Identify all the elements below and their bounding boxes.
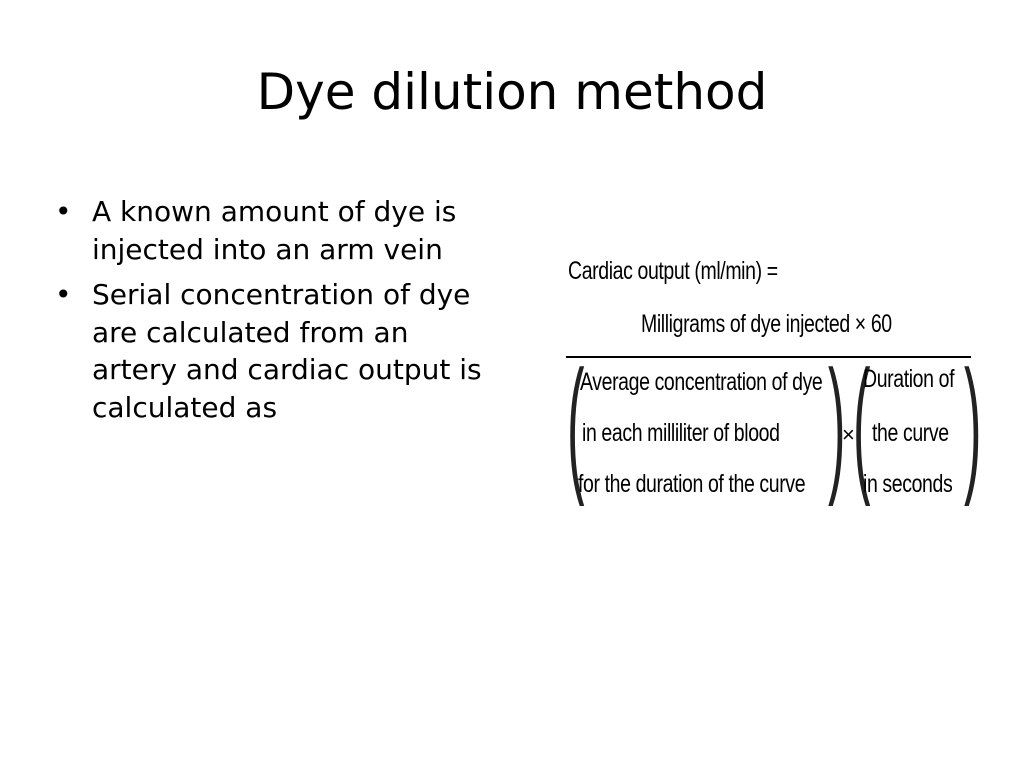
left-paren-icon: (	[567, 339, 585, 507]
bullet-item	[55, 193, 495, 268]
multiply-sign: ×	[842, 422, 855, 447]
denominator-right-line-3: in seconds	[863, 470, 953, 498]
denominator-left-line-1: Average concentration of dye	[580, 368, 823, 396]
fraction-bar	[566, 356, 971, 358]
right-paren-icon: )	[964, 339, 982, 507]
slide-title: Dye dilution method	[256, 63, 768, 121]
bullet-list	[55, 193, 495, 434]
denominator-left-line-2: in each milliliter of blood	[582, 419, 780, 447]
formula-lhs: Cardiac output (ml/min) =	[568, 257, 778, 285]
bullet-icon: •	[55, 278, 72, 312]
left-paren-icon: (	[853, 339, 871, 507]
cardiac-output-formula	[566, 255, 982, 515]
bullet-text: A known amount of dye is injected into an arm vein	[92, 195, 457, 266]
bullet-item	[55, 276, 495, 426]
denominator-right-line-1: Duration of	[863, 365, 955, 393]
bullet-text: Serial concentration of dye are calculated from an artery and cardiac output is calculated as	[92, 278, 482, 424]
bullet-icon: •	[55, 195, 72, 228]
formula-numerator: Milligrams of dye injected × 60	[641, 310, 892, 338]
right-paren-icon: )	[828, 339, 846, 507]
denominator-left-line-3: for the duration of the curve	[578, 470, 806, 498]
denominator-right-line-2: the curve	[872, 419, 949, 447]
